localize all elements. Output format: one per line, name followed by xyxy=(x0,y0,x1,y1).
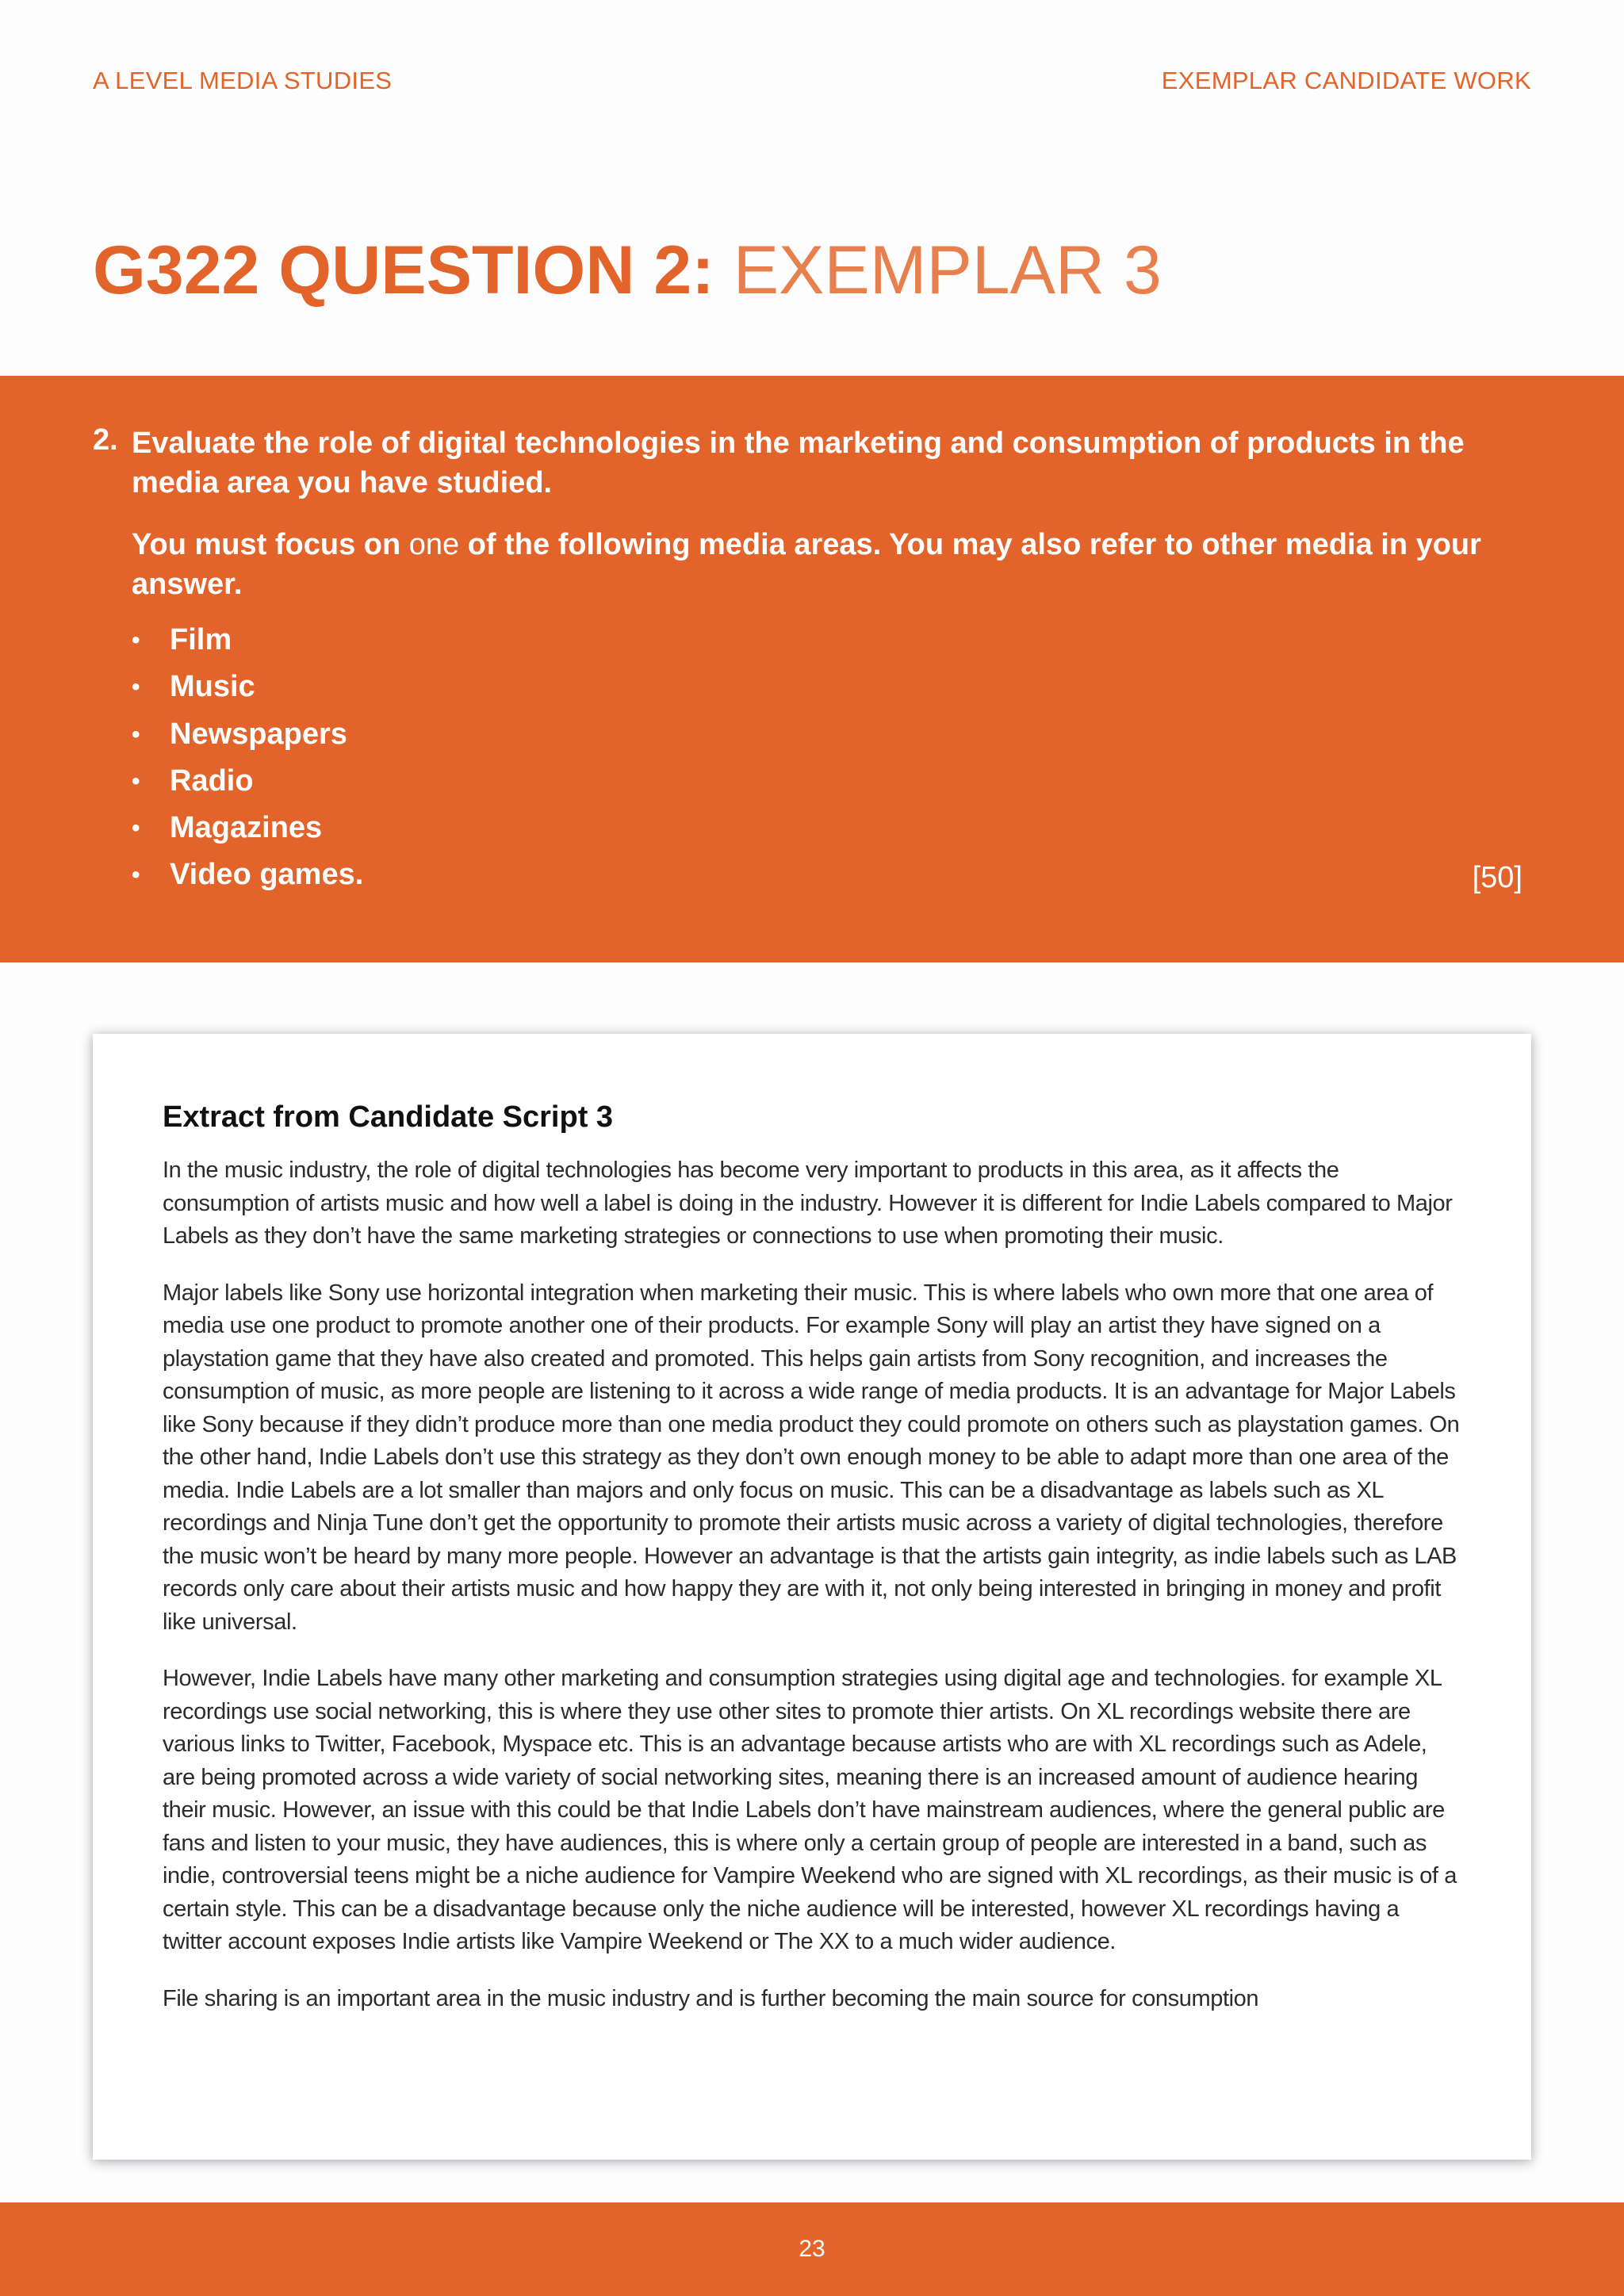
page-number: 23 xyxy=(799,2236,825,2262)
running-header-left: A LEVEL MEDIA STUDIES xyxy=(93,67,393,94)
candidate-extract-card xyxy=(93,1034,1531,2160)
extract-body xyxy=(163,1154,1463,2039)
list-item-label: Music xyxy=(170,670,255,704)
page-title-strong: G322 QUESTION 2: xyxy=(93,232,714,308)
instruction-post: of the following media areas. You may also refer to other media in your answer. xyxy=(132,528,1481,601)
instruction-pre: You must focus on xyxy=(132,528,409,561)
extract-paragraph: However, Indie Labels have many other marketing and consumption strategies using digital age and technologies. for example XL recordings use social networking, this is where they use other sites to promote thier artists. On XL recordings website there are various links to Twitter, Facebook, Myspace etc. This is an advantage because artists who are with XL recordings such as Adele, are being promoted across a wide variety of social networking sites, meaning there is an increased amount of audience hearing their music. However, an issue with this could be that Indie Labels don’t have mainstream audiences, where the general public are fans and listen to your music, they have audiences, this is where only a certain group of people are interested in a band, such as indie, controversial teens might be a niche audience for Vampire Weekend who are signed with XL recordings, as their music is of a certain style. This can be a disadvantage because only the niche audience will be interested, however XL recordings having a twitter account exposes Indie artists like Vampire Weekend or The XX to a much wider audience. xyxy=(163,1666,1457,1954)
bullet-icon: • xyxy=(132,674,140,701)
bullet-icon: • xyxy=(132,862,140,889)
question-instruction xyxy=(132,525,1496,604)
bullet-icon: • xyxy=(132,627,140,653)
bullet-icon: • xyxy=(132,767,140,794)
list-item xyxy=(132,851,363,898)
list-item xyxy=(132,758,363,805)
question-number: 2. xyxy=(93,423,118,457)
list-item-label: Radio xyxy=(170,763,254,798)
question-banner xyxy=(0,376,1624,962)
question-text-block xyxy=(132,423,1496,604)
instruction-emphasis: one xyxy=(408,528,460,561)
bullet-icon: • xyxy=(132,721,140,748)
bullet-icon: • xyxy=(132,815,140,842)
question-text: Evaluate the role of digital technologies in the marketing and consumption of products in the media area you have studied. xyxy=(132,427,1465,499)
list-item-label: Newspapers xyxy=(170,717,347,751)
page-footer xyxy=(0,2202,1624,2296)
extract-title: Extract from Candidate Script 3 xyxy=(163,1100,614,1134)
list-item xyxy=(132,805,363,851)
list-item xyxy=(132,617,363,664)
extract-paragraph: Major labels like Sony use horizontal integration when marketing their music. This is where labels who own more that one area of media use one product to promote another one of their products. For example Sony will play an artist they have signed on a playstation game that they have also created and promoted. This helps gain artists from Sony recognition, and increases the consumption of music, as more people are listening to it across a wide range of media products. It is an advantage for Major Labels like Sony because if they didn’t produce more than one media product they could promote on others such as playstation games. On the other hand, Indie Labels don’t use this strategy as they don’t own enough money to be able to adapt more than one area of the media. Indie Labels are a lot smaller than majors and only focus on music. This can be a disadvantage as labels such as XL recordings and Ninja Tune don’t get the opportunity to promote their artists music across a variety of digital technologies, therefore the music won’t be heard by many more people. However an advantage is that the artists gain integrity, as indie labels such as LAB records only care about their artists music and how happy they are with it, not only being interested in bringing in money and profit like universal. xyxy=(163,1280,1460,1635)
extract-paragraph: In the music industry, the role of digital technologies has become very important to products in this area, as it affects the consumption of artists music and how well a label is doing in the industry. However it is different for Indie Labels compared to Major Labels as they don’t have the same marketing strategies or connections to use when promoting their music. xyxy=(163,1158,1453,1249)
page-title-light: EXEMPLAR 3 xyxy=(714,232,1162,308)
list-item-label: Video games. xyxy=(170,858,364,892)
list-item xyxy=(132,664,363,710)
page-title xyxy=(93,232,1162,308)
running-header-right: EXEMPLAR CANDIDATE WORK xyxy=(1161,67,1531,94)
question-marks: [50] xyxy=(1472,861,1522,894)
list-item-label: Magazines xyxy=(170,811,323,845)
extract-paragraph: File sharing is an important area in the music industry and is further becoming the main source for consumption xyxy=(163,1985,1259,2011)
media-areas-list xyxy=(132,617,363,899)
list-item-label: Film xyxy=(170,623,232,656)
list-item xyxy=(132,711,363,758)
